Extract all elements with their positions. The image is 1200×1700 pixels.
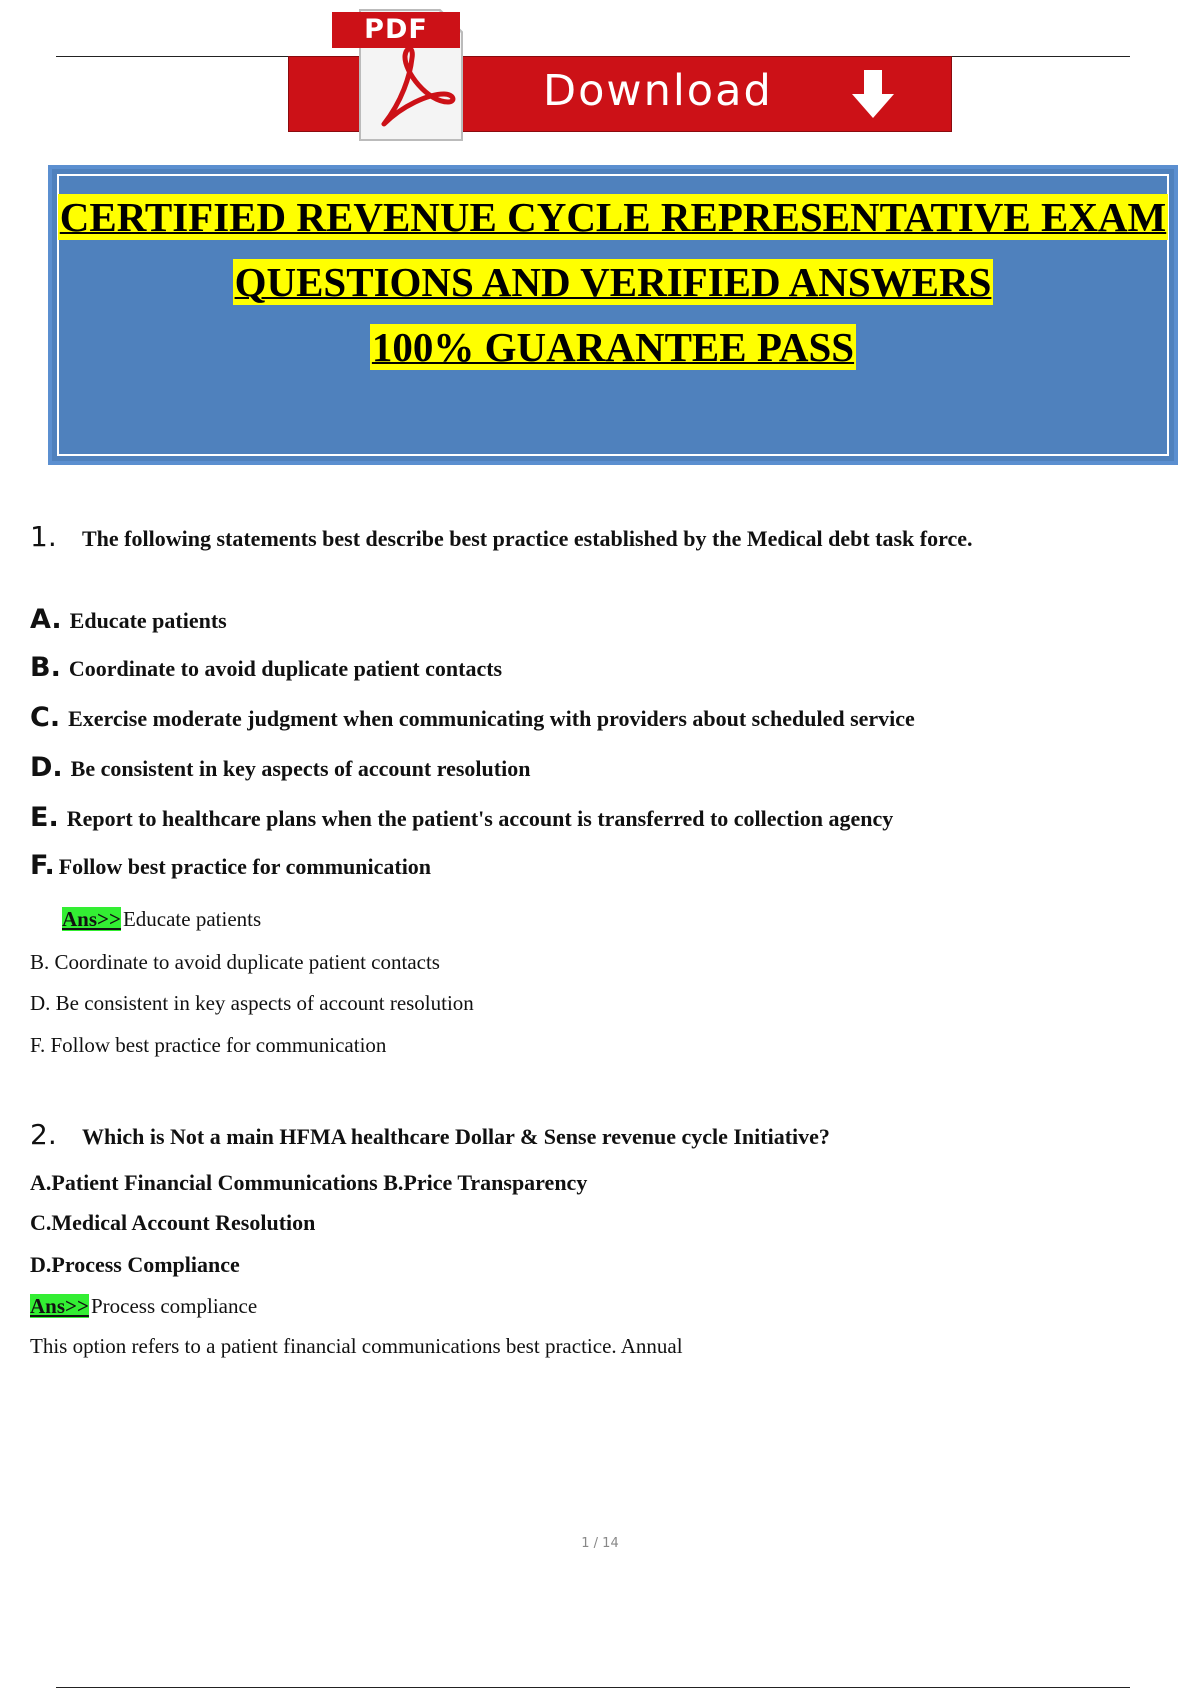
title-line-1: CERTIFIED REVENUE CYCLE REPRESENTATIVE EXAM	[59, 194, 1167, 240]
answer-2-explanation: This option refers to a patient financial communications best practice. Annual	[30, 1334, 683, 1358]
answer-tag: Ans>>	[30, 1294, 89, 1318]
option-e: E. Report to healthcare plans when the patient's account is transferred to collection agency	[30, 802, 894, 833]
answer-2: Ans>>Process compliance	[30, 1294, 258, 1318]
title-box	[48, 165, 1178, 465]
title-line-2: QUESTIONS AND VERIFIED ANSWERS	[234, 259, 992, 305]
bottom-rule	[56, 1687, 1130, 1688]
download-banner[interactable]	[288, 6, 950, 142]
q2-option-line: C.Medical Account Resolution	[30, 1210, 316, 1235]
question-text: The following statements best describe best practice established by the Medical debt task force.	[82, 526, 973, 551]
option-a: A. Educate patients	[30, 604, 227, 635]
question-number: 2.	[30, 1118, 57, 1151]
answer-1-line: D. Be consistent in key aspects of account resolution	[30, 991, 474, 1015]
question-number: 1.	[30, 520, 57, 553]
option-d: D. Be consistent in key aspects of account resolution	[30, 752, 531, 783]
option-b: B. Coordinate to avoid duplicate patient contacts	[30, 652, 503, 683]
q2-option-line: A.Patient Financial Communications B.Price Transparency	[30, 1170, 588, 1195]
answer-1-line: B. Coordinate to avoid duplicate patient contacts	[30, 950, 440, 974]
question-1	[30, 520, 973, 553]
answer-1: Ans>>Educate patients	[62, 907, 262, 931]
download-arrow-icon	[848, 68, 898, 120]
option-f: F. Follow best practice for communication	[30, 850, 432, 881]
q2-option-line: D.Process Compliance	[30, 1252, 240, 1277]
page-number: 1 / 14	[581, 1536, 619, 1551]
download-label[interactable]: Download	[543, 66, 773, 116]
answer-tag: Ans>>	[62, 907, 121, 931]
answer-1-line: F. Follow best practice for communication	[30, 1033, 387, 1057]
pdf-label: PDF	[332, 12, 460, 48]
question-2	[30, 1118, 830, 1151]
question-text: Which is Not a main HFMA healthcare Dollar & Sense revenue cycle Initiative?	[82, 1124, 830, 1149]
option-c: C. Exercise moderate judgment when communicating with providers about scheduled service	[30, 702, 915, 733]
title-line-3: 100% GUARANTEE PASS	[371, 324, 855, 370]
adobe-pdf-icon	[332, 6, 464, 142]
